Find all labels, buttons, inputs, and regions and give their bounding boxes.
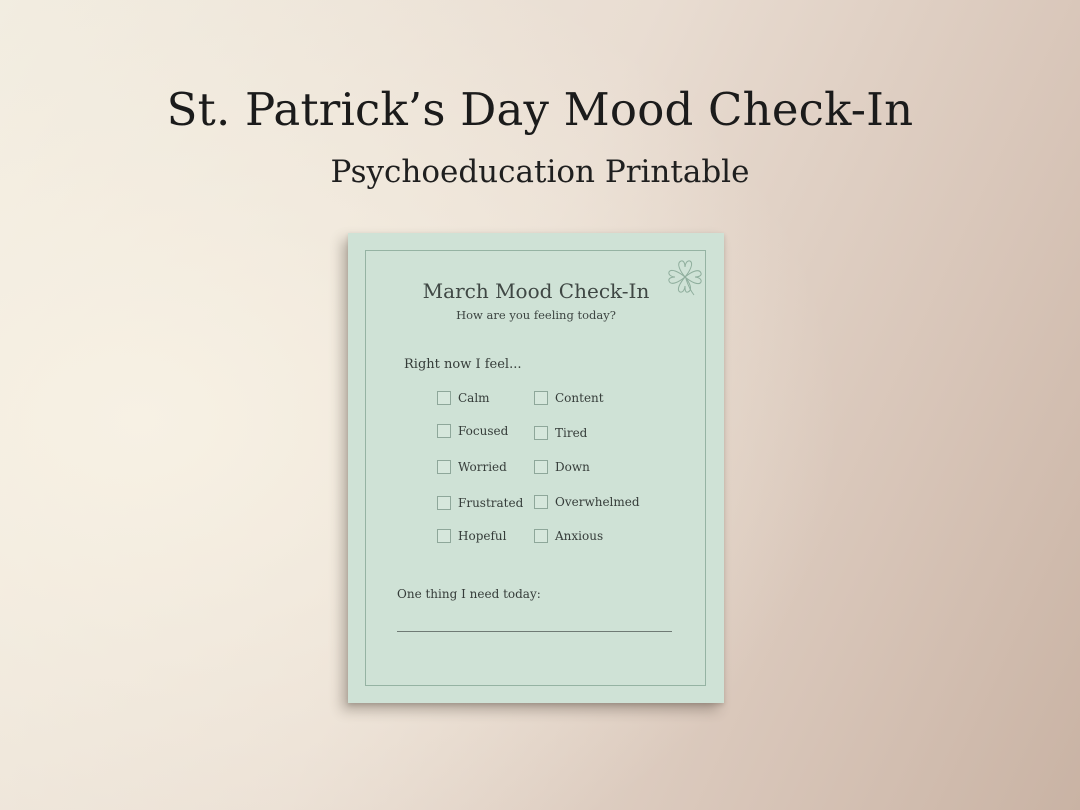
feeling-label: Content (555, 391, 604, 405)
feeling-label: Hopeful (458, 529, 507, 543)
checkbox[interactable] (534, 529, 548, 543)
feeling-option-down[interactable] (534, 460, 590, 474)
feel-prompt: Right now I feel... (404, 357, 522, 372)
need-today-writing-line[interactable] (397, 631, 672, 632)
need-today-label: One thing I need today: (397, 587, 541, 601)
page-title: St. Patrick’s Day Mood Check-In (166, 83, 914, 136)
feeling-options (437, 391, 677, 551)
checkbox[interactable] (534, 495, 548, 509)
checkbox[interactable] (534, 460, 548, 474)
feeling-option-calm[interactable] (437, 391, 490, 405)
checkbox[interactable] (437, 529, 451, 543)
feeling-option-tired[interactable] (534, 426, 587, 440)
worksheet-title: March Mood Check-In (422, 279, 650, 303)
checkbox[interactable] (534, 391, 548, 405)
feeling-option-worried[interactable] (437, 460, 507, 474)
feeling-label: Frustrated (458, 496, 524, 510)
worksheet-subtitle: How are you feeling today? (456, 308, 616, 322)
checkbox[interactable] (437, 460, 451, 474)
feeling-option-overwhelmed[interactable] (534, 495, 640, 509)
feeling-option-focused[interactable] (437, 424, 508, 438)
checkbox[interactable] (534, 426, 548, 440)
checkbox[interactable] (437, 391, 451, 405)
feeling-label: Anxious (555, 529, 604, 543)
feeling-label: Tired (555, 426, 588, 440)
feeling-label: Worried (458, 460, 507, 474)
feeling-label: Overwhelmed (555, 495, 640, 509)
feeling-option-anxious[interactable] (534, 529, 603, 543)
page-subtitle: Psychoeducation Printable (330, 154, 750, 190)
feeling-label: Focused (458, 424, 509, 438)
checkbox[interactable] (437, 424, 451, 438)
feeling-label: Down (555, 460, 590, 474)
feeling-option-frustrated[interactable] (437, 496, 523, 510)
feeling-label: Calm (458, 391, 490, 405)
checkbox[interactable] (437, 496, 451, 510)
feeling-option-content[interactable] (534, 391, 604, 405)
feeling-option-hopeful[interactable] (437, 529, 506, 543)
worksheet-card (348, 233, 724, 703)
